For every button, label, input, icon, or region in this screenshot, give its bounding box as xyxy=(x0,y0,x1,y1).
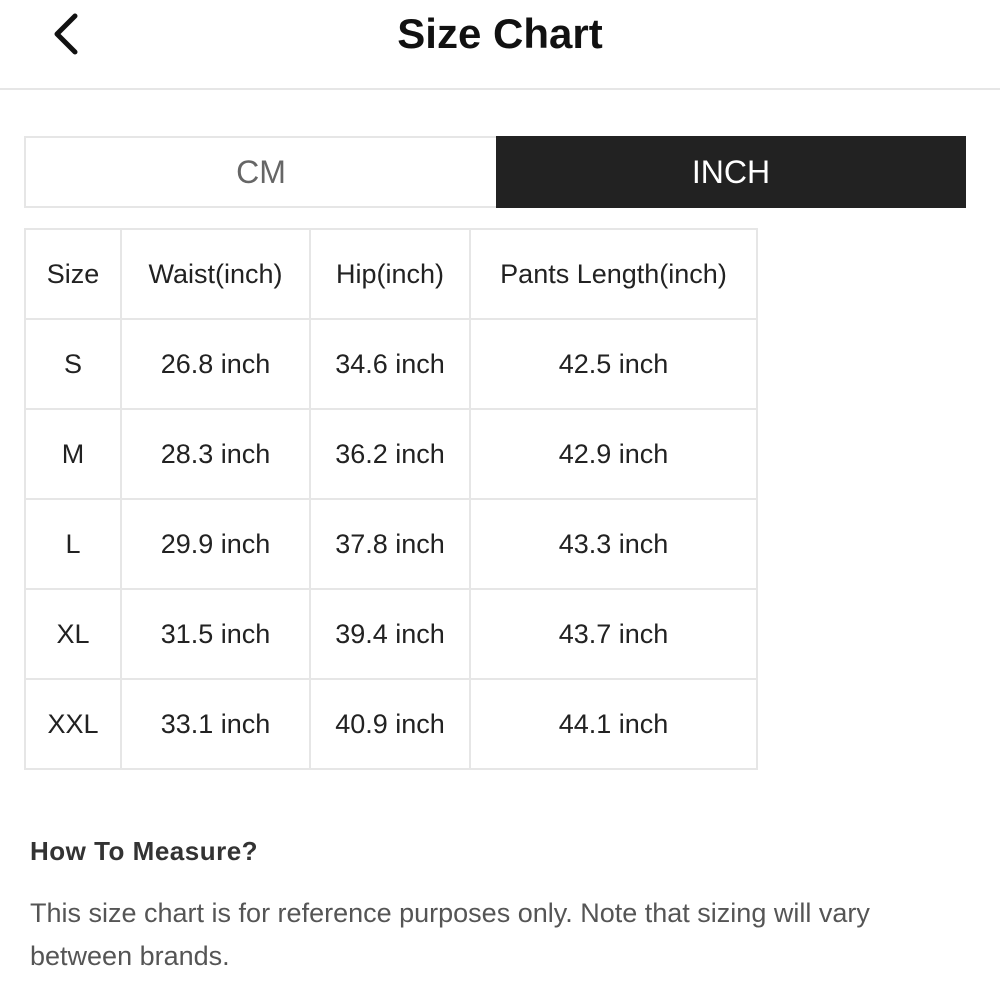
unit-toggle xyxy=(24,136,966,208)
table-row xyxy=(25,409,757,499)
cell-hip: 36.2 inch xyxy=(310,409,470,499)
table-row xyxy=(25,679,757,769)
cell-size: XXL xyxy=(25,679,121,769)
page-title: Size Chart xyxy=(397,10,603,57)
cell-hip: 34.6 inch xyxy=(310,319,470,409)
cell-pants-length: 44.1 inch xyxy=(470,679,757,769)
cell-hip: 39.4 inch xyxy=(310,589,470,679)
how-to-measure-heading: How To Measure? xyxy=(30,836,259,866)
column-header-pants-length: Pants Length(inch) xyxy=(470,229,757,319)
tab-cm[interactable]: CM xyxy=(24,136,496,208)
cell-pants-length: 43.7 inch xyxy=(470,589,757,679)
cell-size: L xyxy=(25,499,121,589)
cell-pants-length: 42.5 inch xyxy=(470,319,757,409)
tab-inch[interactable]: INCH xyxy=(496,136,966,208)
table-row xyxy=(25,499,757,589)
cell-waist: 31.5 inch xyxy=(121,589,310,679)
size-chart-disclaimer: This size chart is for reference purposes only. Note that sizing will vary between brands. xyxy=(30,898,870,971)
column-header-waist: Waist(inch) xyxy=(121,229,310,319)
cell-hip: 40.9 inch xyxy=(310,679,470,769)
table-row xyxy=(25,319,757,409)
cell-waist: 28.3 inch xyxy=(121,409,310,499)
cell-size: S xyxy=(25,319,121,409)
cell-pants-length: 43.3 inch xyxy=(470,499,757,589)
cell-waist: 33.1 inch xyxy=(121,679,310,769)
cell-size: XL xyxy=(25,589,121,679)
column-header-hip: Hip(inch) xyxy=(310,229,470,319)
table-row xyxy=(25,589,757,679)
cell-pants-length: 42.9 inch xyxy=(470,409,757,499)
cell-waist: 26.8 inch xyxy=(121,319,310,409)
cell-hip: 37.8 inch xyxy=(310,499,470,589)
cell-size: M xyxy=(25,409,121,499)
table-header-row xyxy=(25,229,757,319)
cell-waist: 29.9 inch xyxy=(121,499,310,589)
top-bar xyxy=(0,0,1000,90)
size-table xyxy=(24,228,758,770)
column-header-size: Size xyxy=(25,229,121,319)
